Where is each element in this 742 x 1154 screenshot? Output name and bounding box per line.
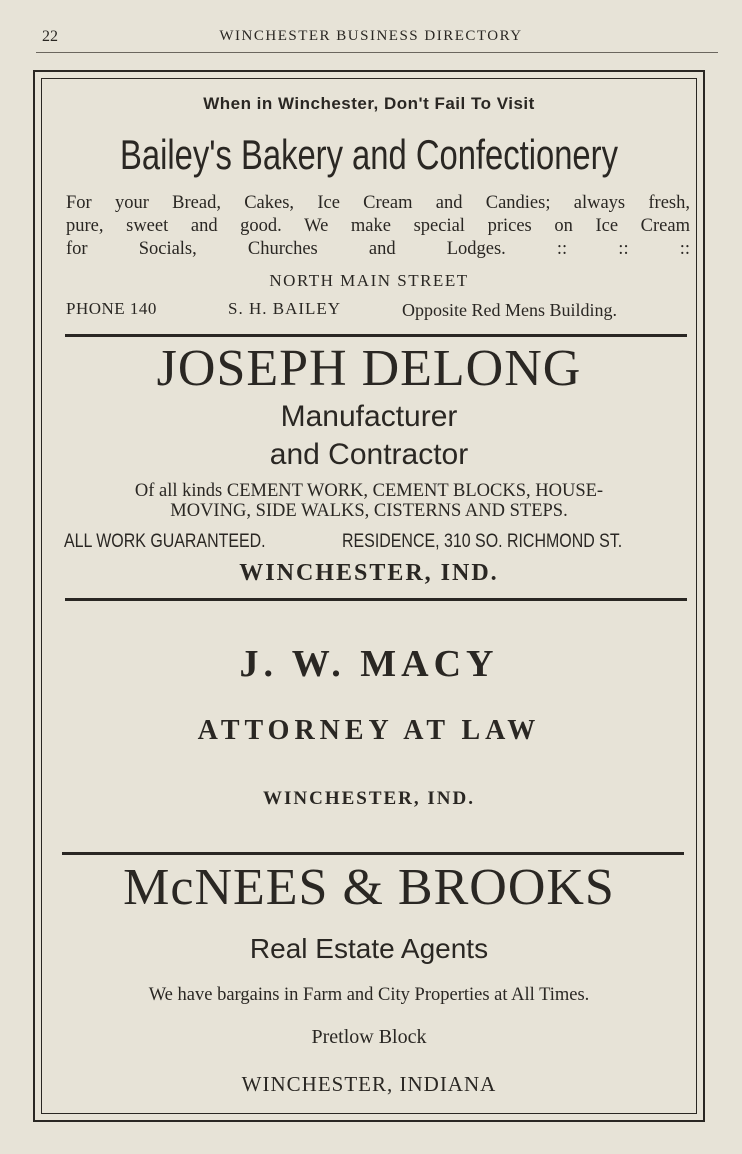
divider-rule — [65, 334, 687, 337]
delong-body-line1: Of all kinds CEMENT WORK, CEMENT BLOCKS, HOUSE- — [134, 481, 604, 501]
bailey-description-line: pure, sweet and good. We make special prices on Ice Cream — [66, 216, 690, 236]
mcnees-description: We have bargains in Farm and City Properties at All Times. — [148, 985, 590, 1005]
bailey-proprietor: S. H. BAILEY — [228, 299, 342, 318]
mcnees-city: WINCHESTER, INDIANA — [241, 1072, 497, 1096]
running-head: WINCHESTER BUSINESS DIRECTORY — [219, 28, 523, 44]
divider-rule — [65, 598, 687, 601]
delong-name: JOSEPH DELONG — [156, 340, 582, 397]
mcnees-profession: Real Estate Agents — [249, 933, 489, 964]
header-rule — [36, 52, 718, 53]
macy-city: WINCHESTER, IND. — [262, 788, 475, 809]
divider-rule — [62, 852, 684, 855]
delong-body-line2: MOVING, SIDE WALKS, CISTERNS AND STEPS. — [170, 501, 568, 521]
delong-residence: RESIDENCE, 310 SO. RICHMOND ST. — [342, 531, 623, 552]
delong-guarantee: ALL WORK GUARANTEED. — [64, 531, 266, 552]
bailey-location: Opposite Red Mens Building. — [402, 300, 617, 320]
page-header — [0, 26, 742, 52]
bailey-name: Bailey's Bakery and Confectionery — [120, 131, 618, 178]
macy-profession: ATTORNEY AT LAW — [197, 715, 541, 746]
bailey-description-line: For your Bread, Cakes, Ice Cream and Candies; always fresh, — [66, 193, 690, 213]
bailey-description-line: for Socials, Churches and Lodges. :: :: :: — [66, 239, 690, 259]
bailey-street: NORTH MAIN STREET — [269, 271, 469, 290]
bailey-description — [66, 192, 690, 261]
delong-city: WINCHESTER, IND. — [239, 560, 499, 586]
mcnees-name: McNEES & BROOKS — [123, 859, 615, 916]
macy-name: J. W. MACY — [239, 643, 499, 685]
delong-title-line1: Manufacturer — [280, 400, 458, 433]
bailey-intro: When in Winchester, Don't Fail To Visit — [203, 94, 535, 113]
mcnees-location: Pretlow Block — [311, 1026, 427, 1048]
page-number: 22 — [42, 28, 58, 45]
delong-title-line2: and Contractor — [269, 438, 469, 471]
bailey-phone: PHONE 140 — [66, 299, 157, 318]
